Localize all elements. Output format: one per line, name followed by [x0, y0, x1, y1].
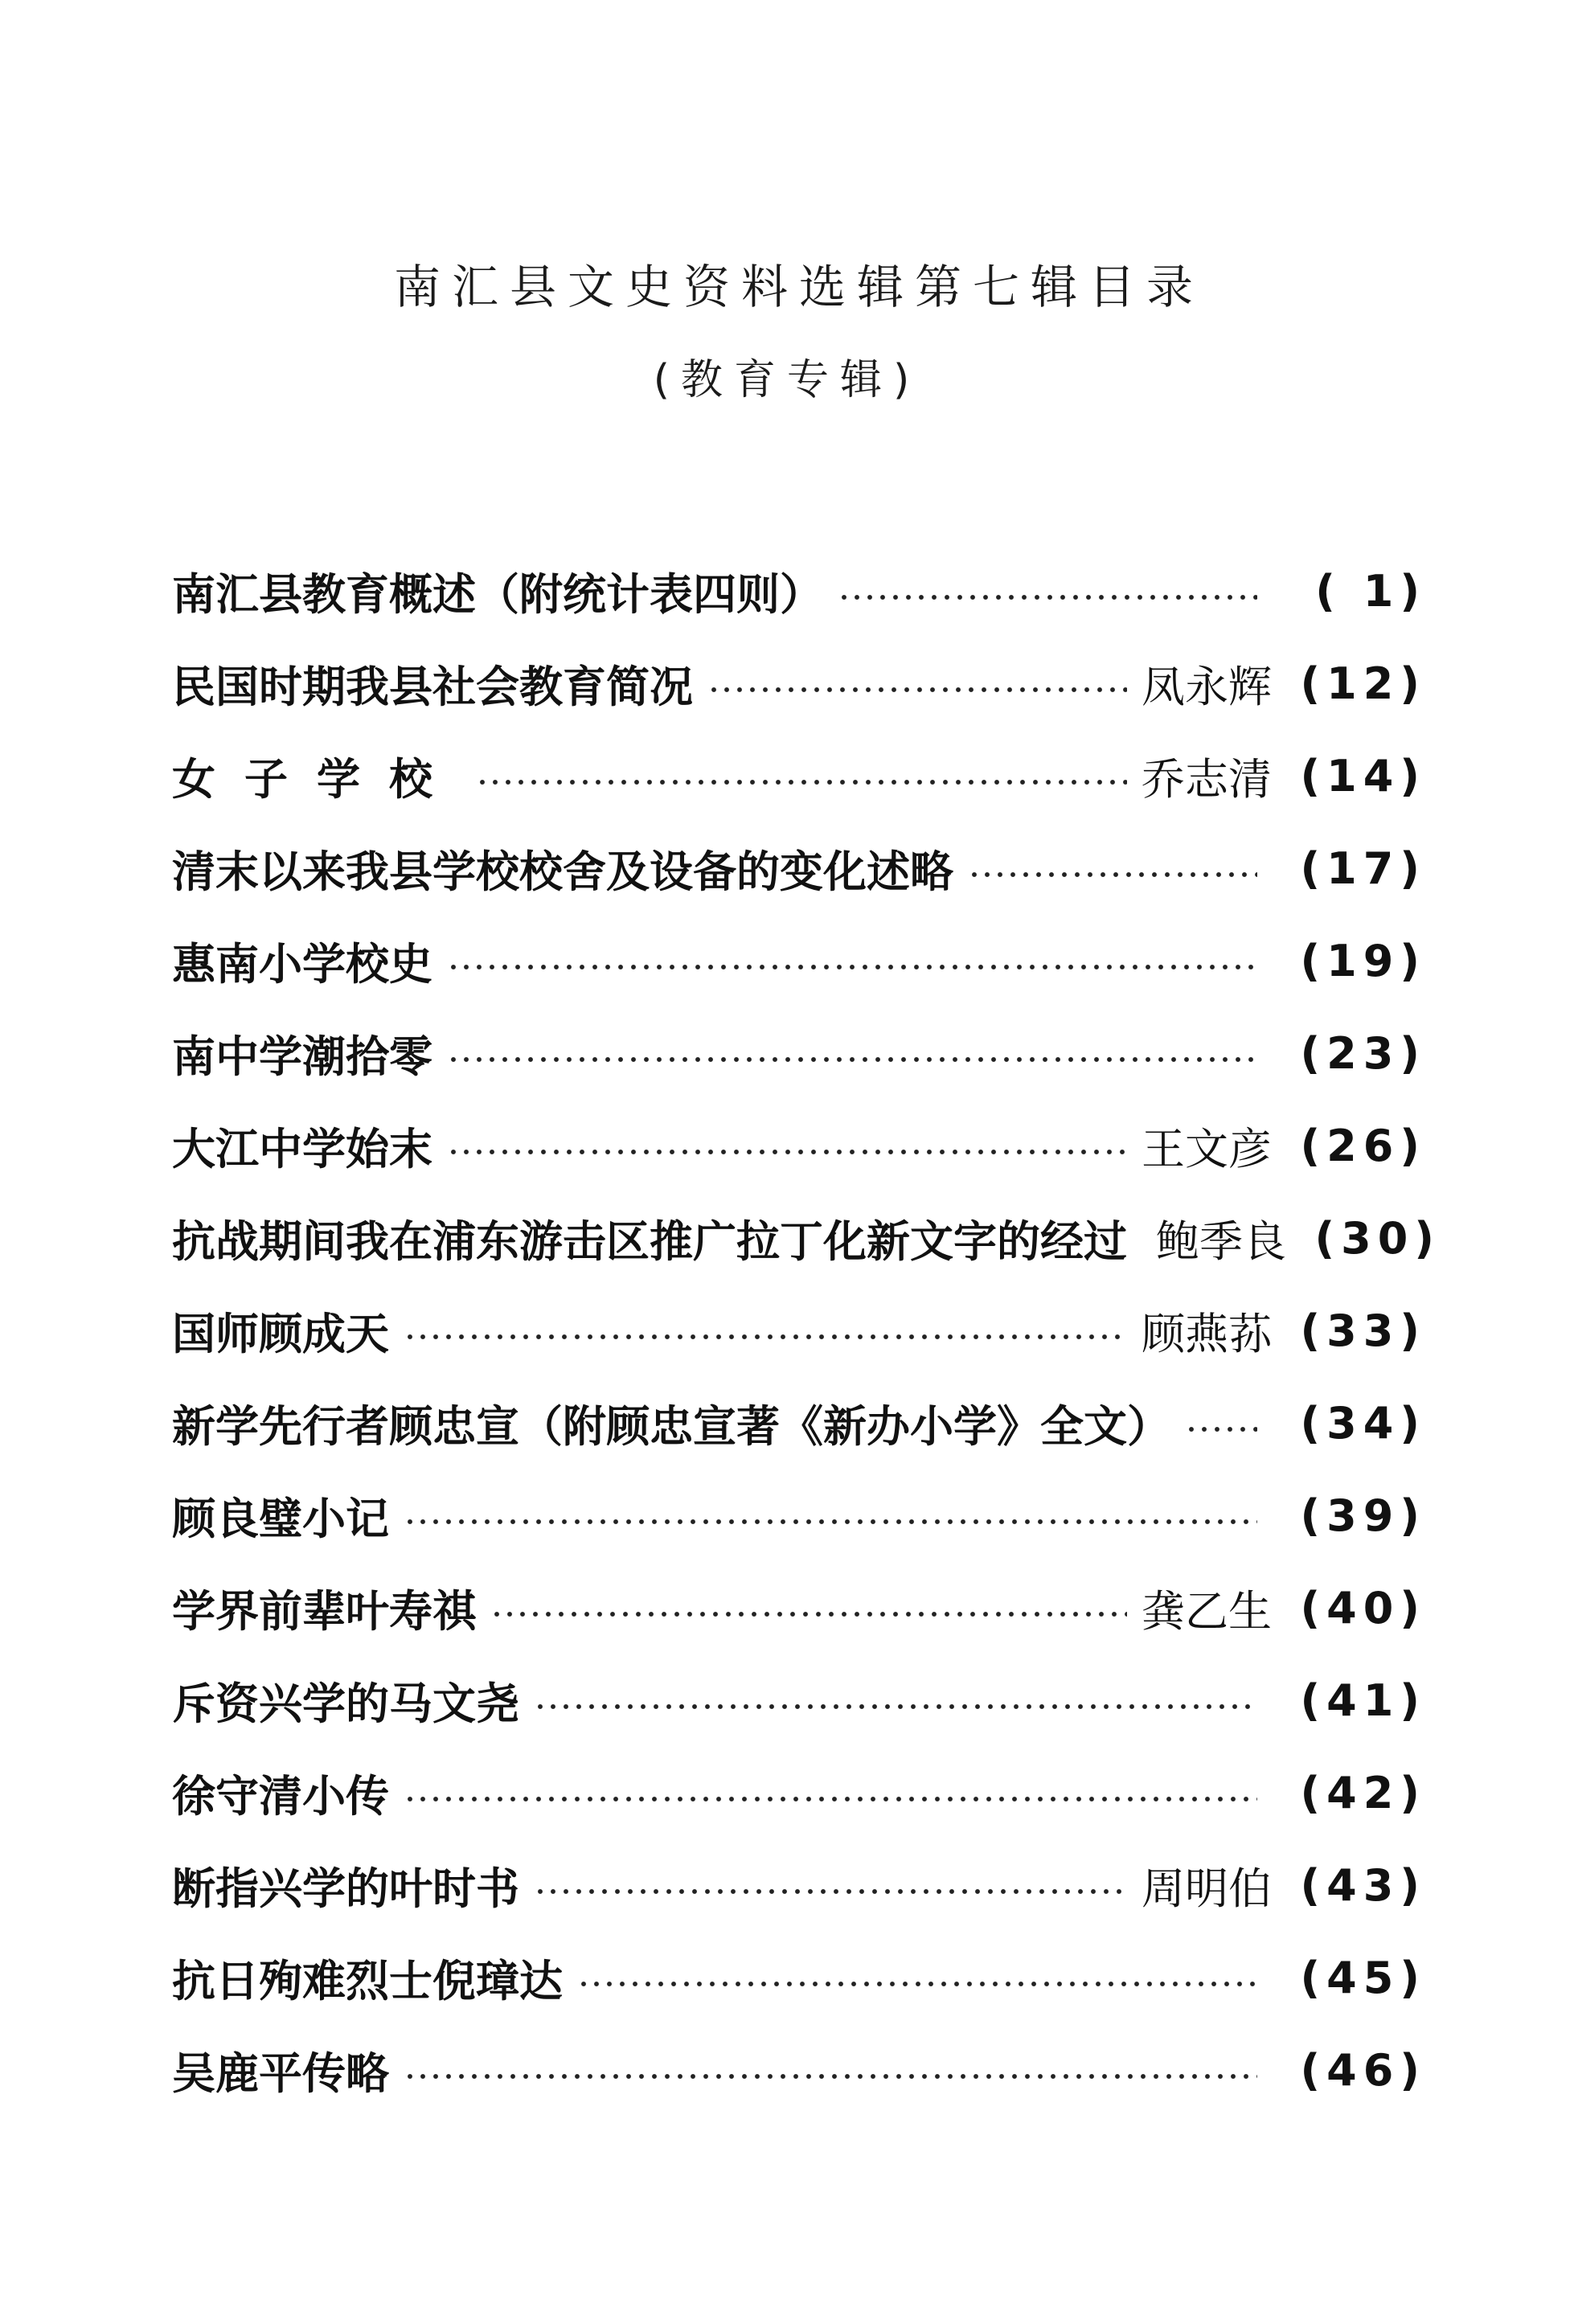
table-of-contents	[172, 545, 1441, 2117]
toc-entry-page: (43)	[1300, 1860, 1426, 1911]
toc-entry-author: 凤永辉	[1142, 662, 1272, 712]
dot-leader	[534, 1703, 1257, 1710]
toc-entry-page: (40)	[1300, 1583, 1426, 1633]
toc-entry-title: 徐守清小传	[172, 1771, 389, 1822]
dot-leader	[404, 1796, 1257, 1802]
toc-entry-title: 新学先行者顾忠宣（附顾忠宣著《新办小学》全文）	[172, 1401, 1170, 1452]
toc-entry-title: 民国时期我县社会教育简况	[172, 662, 693, 712]
toc-entry	[172, 1562, 1426, 1654]
toc-entry-page: ( 1)	[1315, 566, 1426, 617]
dot-leader	[404, 2073, 1257, 2080]
dot-leader	[1185, 1426, 1257, 1433]
toc-entry-page: (46)	[1300, 2045, 1426, 2096]
toc-entry-page: (26)	[1300, 1121, 1426, 1171]
dot-leader	[838, 594, 1257, 600]
toc-entry-author: 龚乙生	[1142, 1586, 1272, 1637]
toc-entry	[172, 1469, 1426, 1562]
dot-leader	[404, 1334, 1127, 1340]
toc-entry-author: 鲍季良	[1156, 1216, 1286, 1267]
dot-leader	[707, 687, 1127, 693]
toc-entry-title: 大江中学始末	[172, 1124, 432, 1174]
toc-entry-page: (14)	[1300, 751, 1426, 801]
toc-entry	[172, 730, 1426, 822]
toc-entry	[172, 822, 1426, 915]
dot-leader	[447, 1056, 1257, 1063]
toc-entry-title: 斥资兴学的马文尧	[172, 1678, 519, 1729]
toc-entry-title: 女子学校	[172, 754, 461, 805]
toc-entry-page: (12)	[1300, 658, 1426, 709]
dot-leader	[447, 1149, 1127, 1155]
toc-entry-title: 断指兴学的叶时书	[172, 1863, 519, 1914]
dot-leader	[447, 964, 1257, 970]
toc-entry-page: (19)	[1300, 936, 1426, 986]
toc-entry	[172, 1377, 1426, 1469]
toc-entry	[172, 1100, 1426, 1192]
dot-leader	[534, 1888, 1127, 1895]
toc-entry-title: 惠南小学校史	[172, 939, 432, 990]
toc-entry-author: 顾燕荪	[1142, 1309, 1272, 1359]
toc-entry-title: 学界前辈叶寿祺	[172, 1586, 476, 1637]
dot-leader	[968, 871, 1257, 878]
toc-entry-page: (39)	[1300, 1490, 1426, 1541]
toc-entry-page: (30)	[1314, 1213, 1441, 1264]
toc-entry-title: 抗战期间我在浦东游击区推广拉丁化新文字的经过	[172, 1216, 1127, 1267]
toc-entry	[172, 1747, 1426, 1839]
toc-entry-title: 抗日殉难烈士倪璋达	[172, 1956, 563, 2006]
dot-leader	[490, 1611, 1127, 1617]
toc-entry-author: 王文彦	[1142, 1124, 1272, 1174]
toc-entry-title: 清末以来我县学校校舍及设备的变化述略	[172, 846, 953, 897]
toc-entry	[172, 2024, 1426, 2117]
dot-leader	[476, 779, 1127, 785]
toc-entry-page: (33)	[1300, 1305, 1426, 1356]
toc-entry-title: 国师顾成天	[172, 1309, 389, 1359]
toc-entry	[172, 545, 1426, 637]
toc-entry-title: 吴鹿平传略	[172, 2048, 389, 2099]
toc-entry-page: (17)	[1300, 843, 1426, 894]
toc-entry-page: (45)	[1300, 1953, 1426, 2003]
toc-entry	[172, 637, 1426, 730]
toc-entry-page: (42)	[1300, 1768, 1426, 1818]
dot-leader	[577, 1981, 1257, 1987]
toc-entry	[172, 1285, 1426, 1377]
toc-entry	[172, 1839, 1426, 1932]
toc-entry	[172, 1932, 1426, 2024]
document-title: 南汇县文史资料选辑第七辑目录	[393, 260, 1204, 314]
toc-entry	[172, 915, 1426, 1007]
dot-leader	[404, 1519, 1257, 1525]
toc-entry-title: 顾良璧小记	[172, 1494, 389, 1544]
toc-entry	[172, 1654, 1426, 1747]
toc-entry-page: (34)	[1300, 1398, 1426, 1449]
toc-entry	[172, 1007, 1426, 1100]
toc-entry	[172, 1192, 1441, 1285]
toc-entry-page: (23)	[1300, 1028, 1426, 1079]
toc-entry-title: 南汇县教育概述（附统计表四则）	[172, 569, 823, 620]
document-subtitle: (教育专辑)	[653, 356, 921, 404]
toc-entry-author: 乔志清	[1142, 754, 1272, 805]
toc-entry-page: (41)	[1300, 1675, 1426, 1726]
toc-entry-title: 南中学潮拾零	[172, 1031, 432, 1082]
toc-entry-author: 周明伯	[1142, 1863, 1272, 1914]
